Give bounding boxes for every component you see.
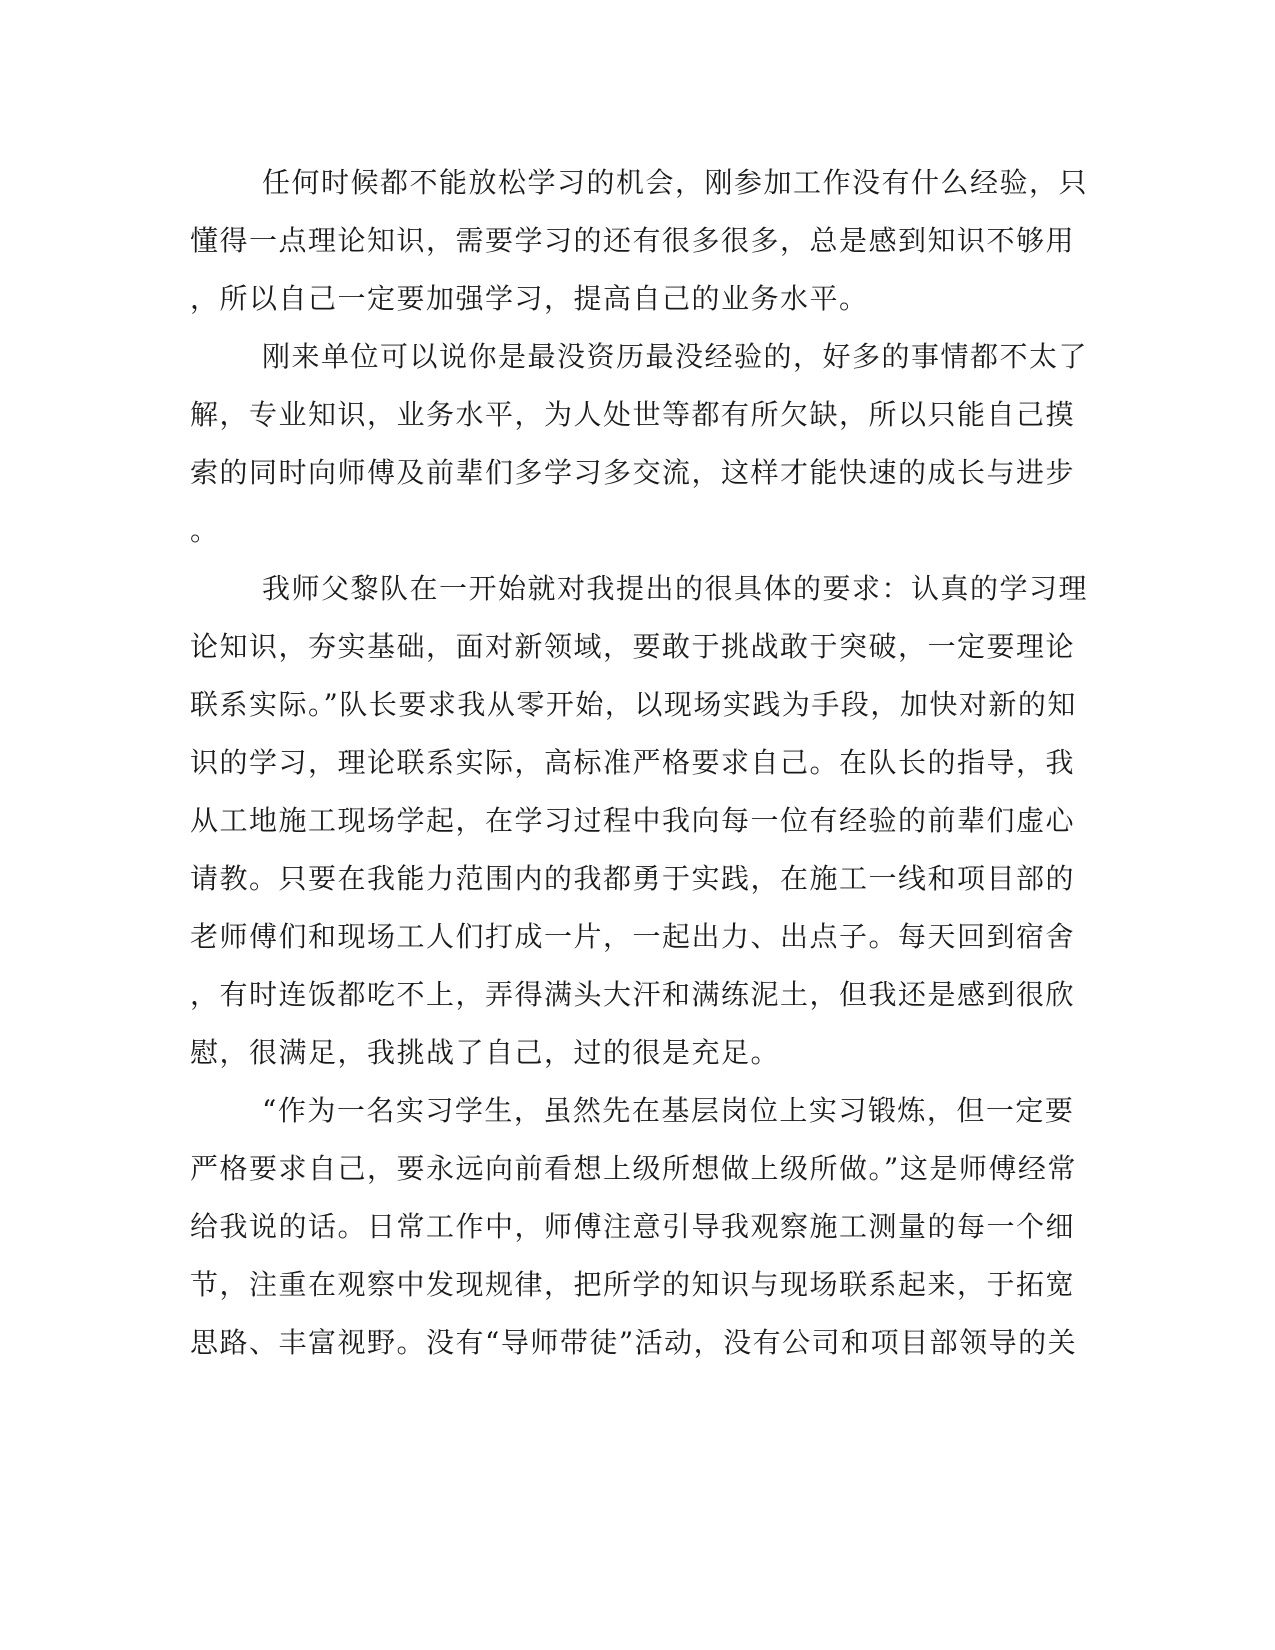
text-line: “作为一名实习学生，虽然先在基层岗位上实习锻炼，但一定要 (262, 1094, 1075, 1127)
text-line: 请教。只要在我能力范围内的我都勇于实践，在施工一线和项目部的 (190, 862, 1076, 895)
text-line: 联系实际。”队长要求我从零开始，以现场实践为手段，加快对新的知 (190, 688, 1077, 721)
text-line: ，所以自己一定要加强学习，提高自己的业务水平。 (190, 282, 869, 315)
text-line: 老师傅们和现场工人们打成一片，一起出力、出点子。每天回到宿舍 (190, 920, 1076, 953)
text-line: 索的同时向师傅及前辈们多学习多交流，这样才能快速的成长与进步 (190, 456, 1076, 489)
text-line: 论知识，夯实基础，面对新领域，要敢于挑战敢于突破，一定要理论 (190, 630, 1076, 663)
text-line: 从工地施工现场学起，在学习过程中我向每一位有经验的前辈们虚心 (190, 804, 1076, 837)
text-line: 节，注重在观察中发现规律，把所学的知识与现场联系起来，于拓宽 (190, 1268, 1076, 1301)
text-line: 给我说的话。日常工作中，师傅注意引导我观察施工测量的每一个细 (190, 1210, 1076, 1243)
text-line: 慰，很满足，我挑战了自己，过的很是充足。 (190, 1036, 781, 1069)
text-line: 解，专业知识，业务水平，为人处世等都有所欠缺，所以只能自己摸 (190, 398, 1076, 431)
text-line: 识的学习，理论联系实际，高标准严格要求自己。在队长的指导，我 (190, 746, 1076, 779)
text-line: 。 (190, 514, 220, 547)
text-line: ，有时连饭都吃不上，弄得满头大汗和满练泥土，但我还是感到很欣 (190, 978, 1076, 1011)
text-line: 严格要求自己，要永远向前看想上级所想做上级所做。”这是师傅经常 (190, 1152, 1077, 1185)
text-line: 我师父黎队在一开始就对我提出的很具体的要求：认真的学习理 (262, 572, 1089, 605)
text-line: 刚来单位可以说你是最没资历最没经验的，好多的事情都不太了 (262, 340, 1089, 373)
text-line: 懂得一点理论知识，需要学习的还有很多很多，总是感到知识不够用 (190, 224, 1076, 257)
text-line: 思路、丰富视野。没有“导师带徒”活动，没有公司和项目部领导的关 (190, 1326, 1078, 1359)
text-line: 任何时候都不能放松学习的机会，刚参加工作没有什么经验，只 (262, 166, 1089, 199)
